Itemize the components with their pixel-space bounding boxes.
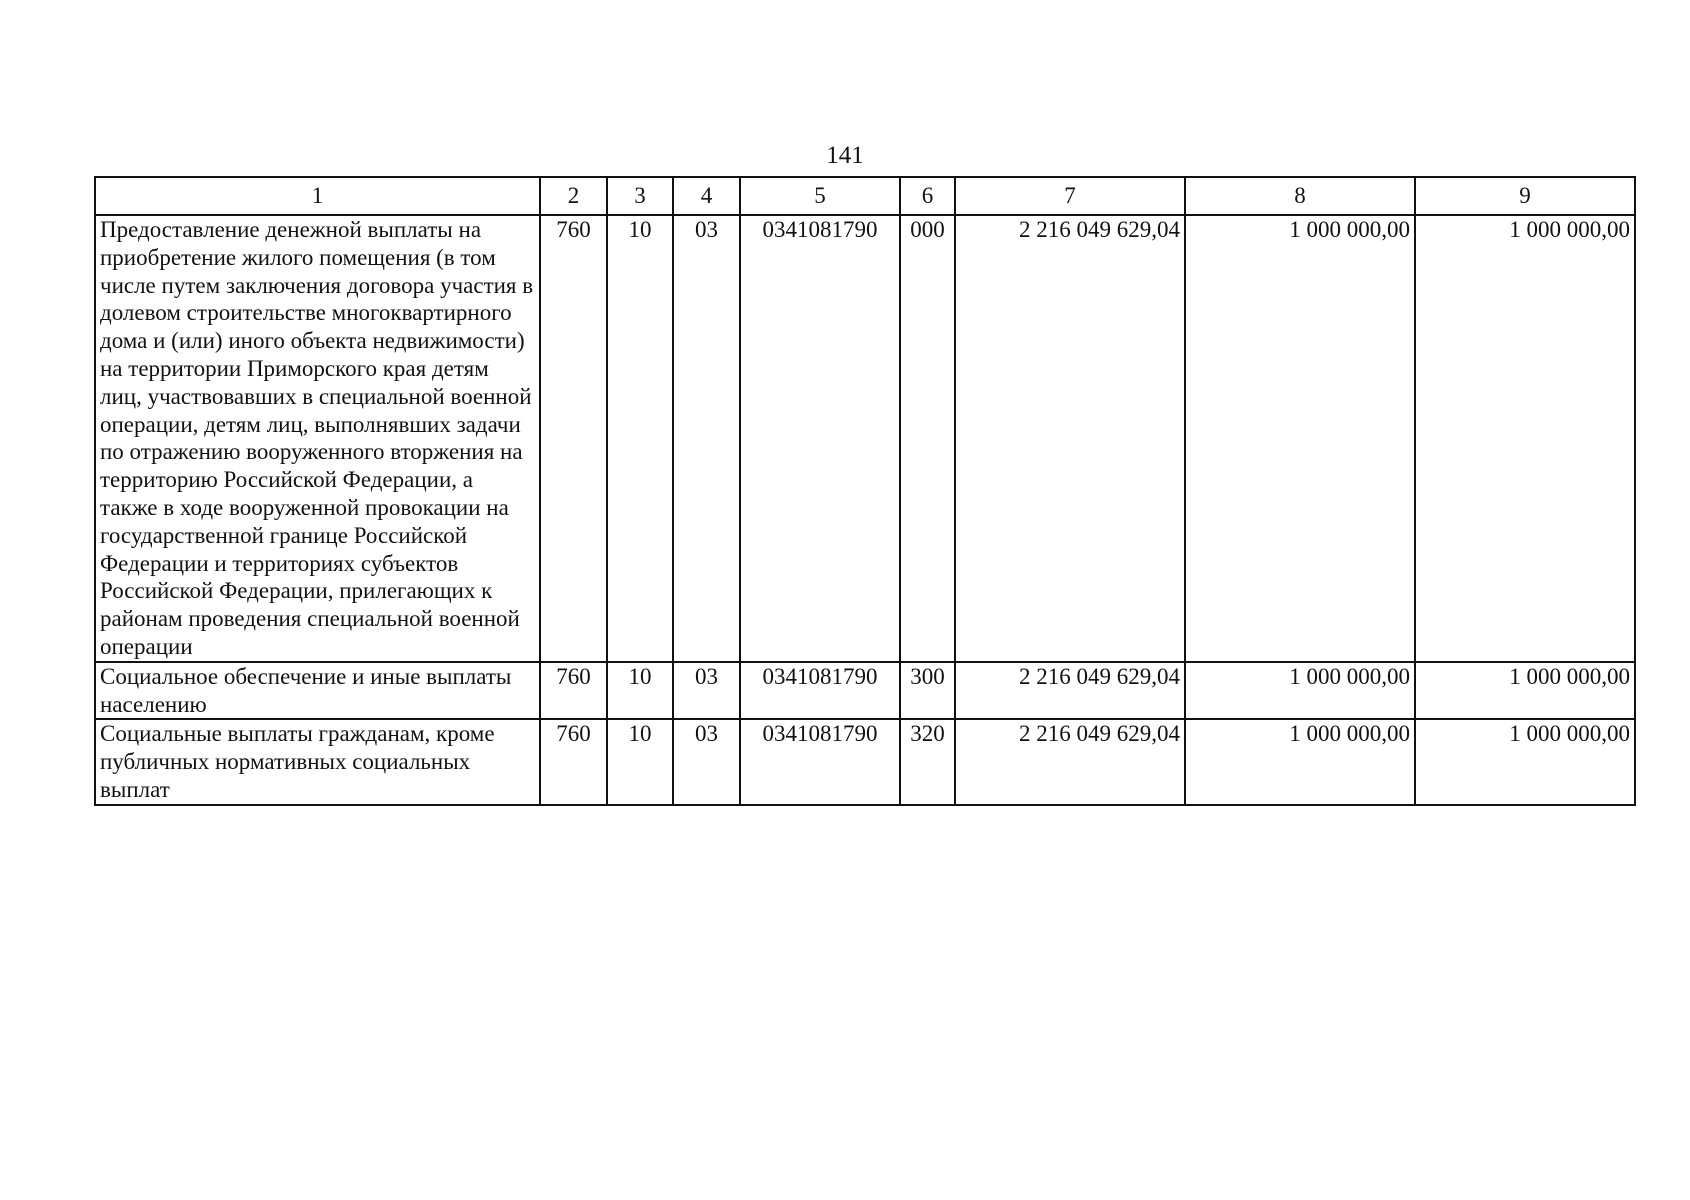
code-cell: 760 (540, 662, 607, 720)
table-row (95, 215, 1635, 662)
table-row (95, 719, 1635, 804)
code-cell: 300 (900, 662, 955, 720)
page-number: 141 (826, 142, 864, 169)
amount-cell: 2 216 049 629,04 (955, 662, 1185, 720)
amount-cell: 1 000 000,00 (1185, 719, 1415, 804)
code-cell: 03 (673, 662, 740, 720)
code-cell: 320 (900, 719, 955, 804)
code-cell: 0341081790 (740, 215, 900, 662)
amount-cell: 1 000 000,00 (1415, 719, 1635, 804)
amount-cell: 1 000 000,00 (1185, 662, 1415, 720)
amount-cell: 1 000 000,00 (1415, 662, 1635, 720)
code-cell: 03 (673, 215, 740, 662)
amount-cell: 2 216 049 629,04 (955, 215, 1185, 662)
row-name-cell: Предоставление денежной выплаты на приобретение жилого помещения (в том числе путем заключения договора участия в долевом строительстве многоквартирного дома и (или) иного объекта недвижимости) на территории Приморского края детям лиц, участвовавших в специальной военной операции, детям лиц, выполнявших задачи по отражению вооруженного вторжения на территорию Российской Федерации, а также в ходе вооруженной провокации на государственной границе Российской Федерации и территориях субъектов Российской Федерации, прилегающих к районам проведения специальной военной операции (95, 215, 540, 662)
header-row (95, 177, 1635, 215)
column-header: 3 (607, 177, 673, 215)
column-header: 7 (955, 177, 1185, 215)
column-header: 9 (1415, 177, 1635, 215)
code-cell: 000 (900, 215, 955, 662)
column-header: 2 (540, 177, 607, 215)
column-header: 1 (95, 177, 540, 215)
column-header: 6 (900, 177, 955, 215)
column-header: 8 (1185, 177, 1415, 215)
code-cell: 0341081790 (740, 719, 900, 804)
code-cell: 10 (607, 719, 673, 804)
table-row (95, 662, 1635, 720)
code-cell: 0341081790 (740, 662, 900, 720)
code-cell: 760 (540, 215, 607, 662)
budget-table (94, 176, 1636, 806)
column-header: 4 (673, 177, 740, 215)
column-header: 5 (740, 177, 900, 215)
code-cell: 10 (607, 662, 673, 720)
amount-cell: 1 000 000,00 (1185, 215, 1415, 662)
code-cell: 03 (673, 719, 740, 804)
code-cell: 10 (607, 215, 673, 662)
row-name-cell: Социальные выплаты гражданам, кроме публичных нормативных социальных выплат (95, 719, 540, 804)
amount-cell: 2 216 049 629,04 (955, 719, 1185, 804)
code-cell: 760 (540, 719, 607, 804)
amount-cell: 1 000 000,00 (1415, 215, 1635, 662)
row-name-cell: Социальное обеспечение и иные выплаты населению (95, 662, 540, 720)
